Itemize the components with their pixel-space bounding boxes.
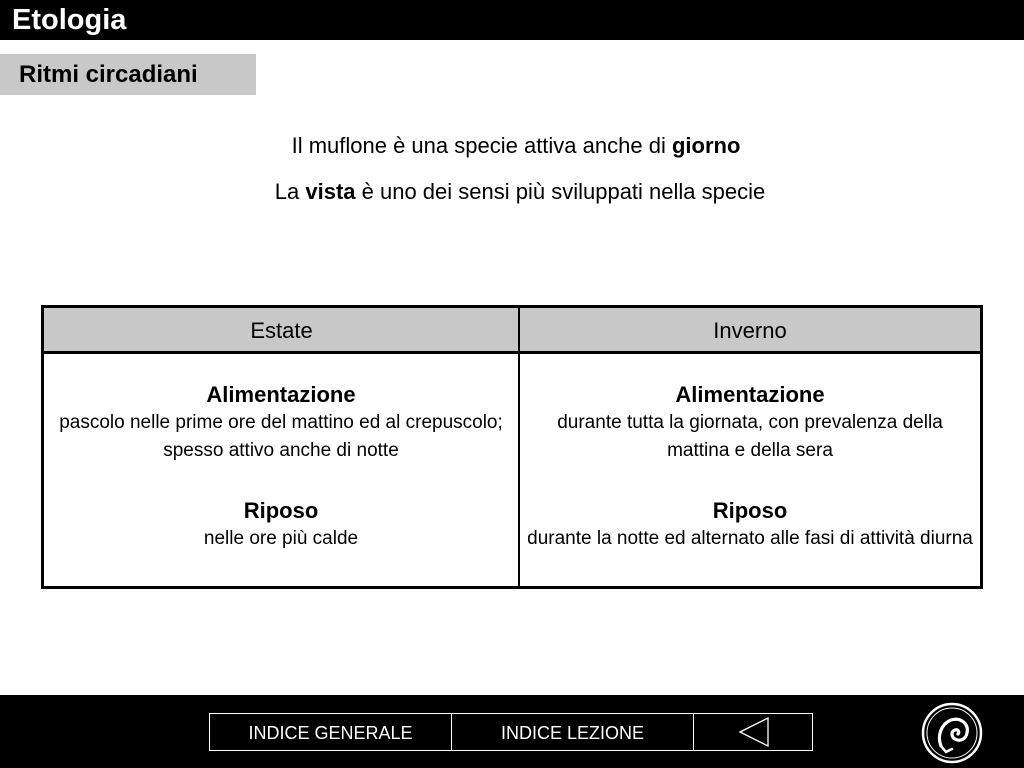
inverno-feeding-title: Alimentazione <box>675 382 825 407</box>
seasons-table <box>41 305 983 589</box>
app-title: Etologia <box>12 4 127 36</box>
cell-estate <box>44 354 518 586</box>
footer-bar <box>0 695 1024 768</box>
indice-generale-button[interactable]: INDICE GENERALE <box>210 714 452 750</box>
estate-rest <box>44 497 518 553</box>
back-button[interactable] <box>694 714 812 750</box>
intro-line-1-text: Il muflone è una specie attiva anche di <box>291 133 672 158</box>
intro-line-1-bold: giorno <box>671 133 741 158</box>
intro-line-2 <box>8 179 1024 205</box>
header-inverno: Inverno <box>713 318 787 343</box>
section-tab <box>0 54 256 95</box>
inverno-feeding-text: durante tutta la giornata, con prevalenza della mattina e della sera <box>557 412 943 461</box>
cell-inverno <box>520 354 980 586</box>
estate-rest-text: nelle ore più calde <box>203 528 359 549</box>
inverno-rest-title: Riposo <box>712 498 788 523</box>
indice-lezione-button[interactable]: INDICE LEZIONE <box>452 714 694 750</box>
mouflon-head-icon[interactable] <box>921 702 983 764</box>
estate-feeding <box>44 381 518 465</box>
estate-feeding-text: pascolo nelle prime ore del mattino ed al crepuscolo; spesso attivo anche di notte <box>59 412 503 461</box>
estate-feeding-title: Alimentazione <box>206 382 356 407</box>
title-bar <box>0 0 1024 40</box>
inverno-rest-text: durante la notte ed alternato alle fasi di attività diurna <box>527 528 973 549</box>
table-header-row <box>44 308 980 354</box>
back-triangle-icon <box>694 714 814 750</box>
nav-bar <box>209 713 813 751</box>
inverno-rest <box>520 497 980 553</box>
intro-line-1 <box>4 133 1024 159</box>
header-estate: Estate <box>250 318 313 343</box>
estate-rest-title: Riposo <box>243 498 319 523</box>
section-title: Ritmi circadiani <box>19 61 198 88</box>
intro-line-2-pre: La <box>274 179 306 204</box>
intro-line-2-bold: vista <box>305 179 356 204</box>
inverno-feeding <box>520 381 980 465</box>
intro-line-2-post: è uno dei sensi più sviluppati nella specie <box>355 179 766 204</box>
